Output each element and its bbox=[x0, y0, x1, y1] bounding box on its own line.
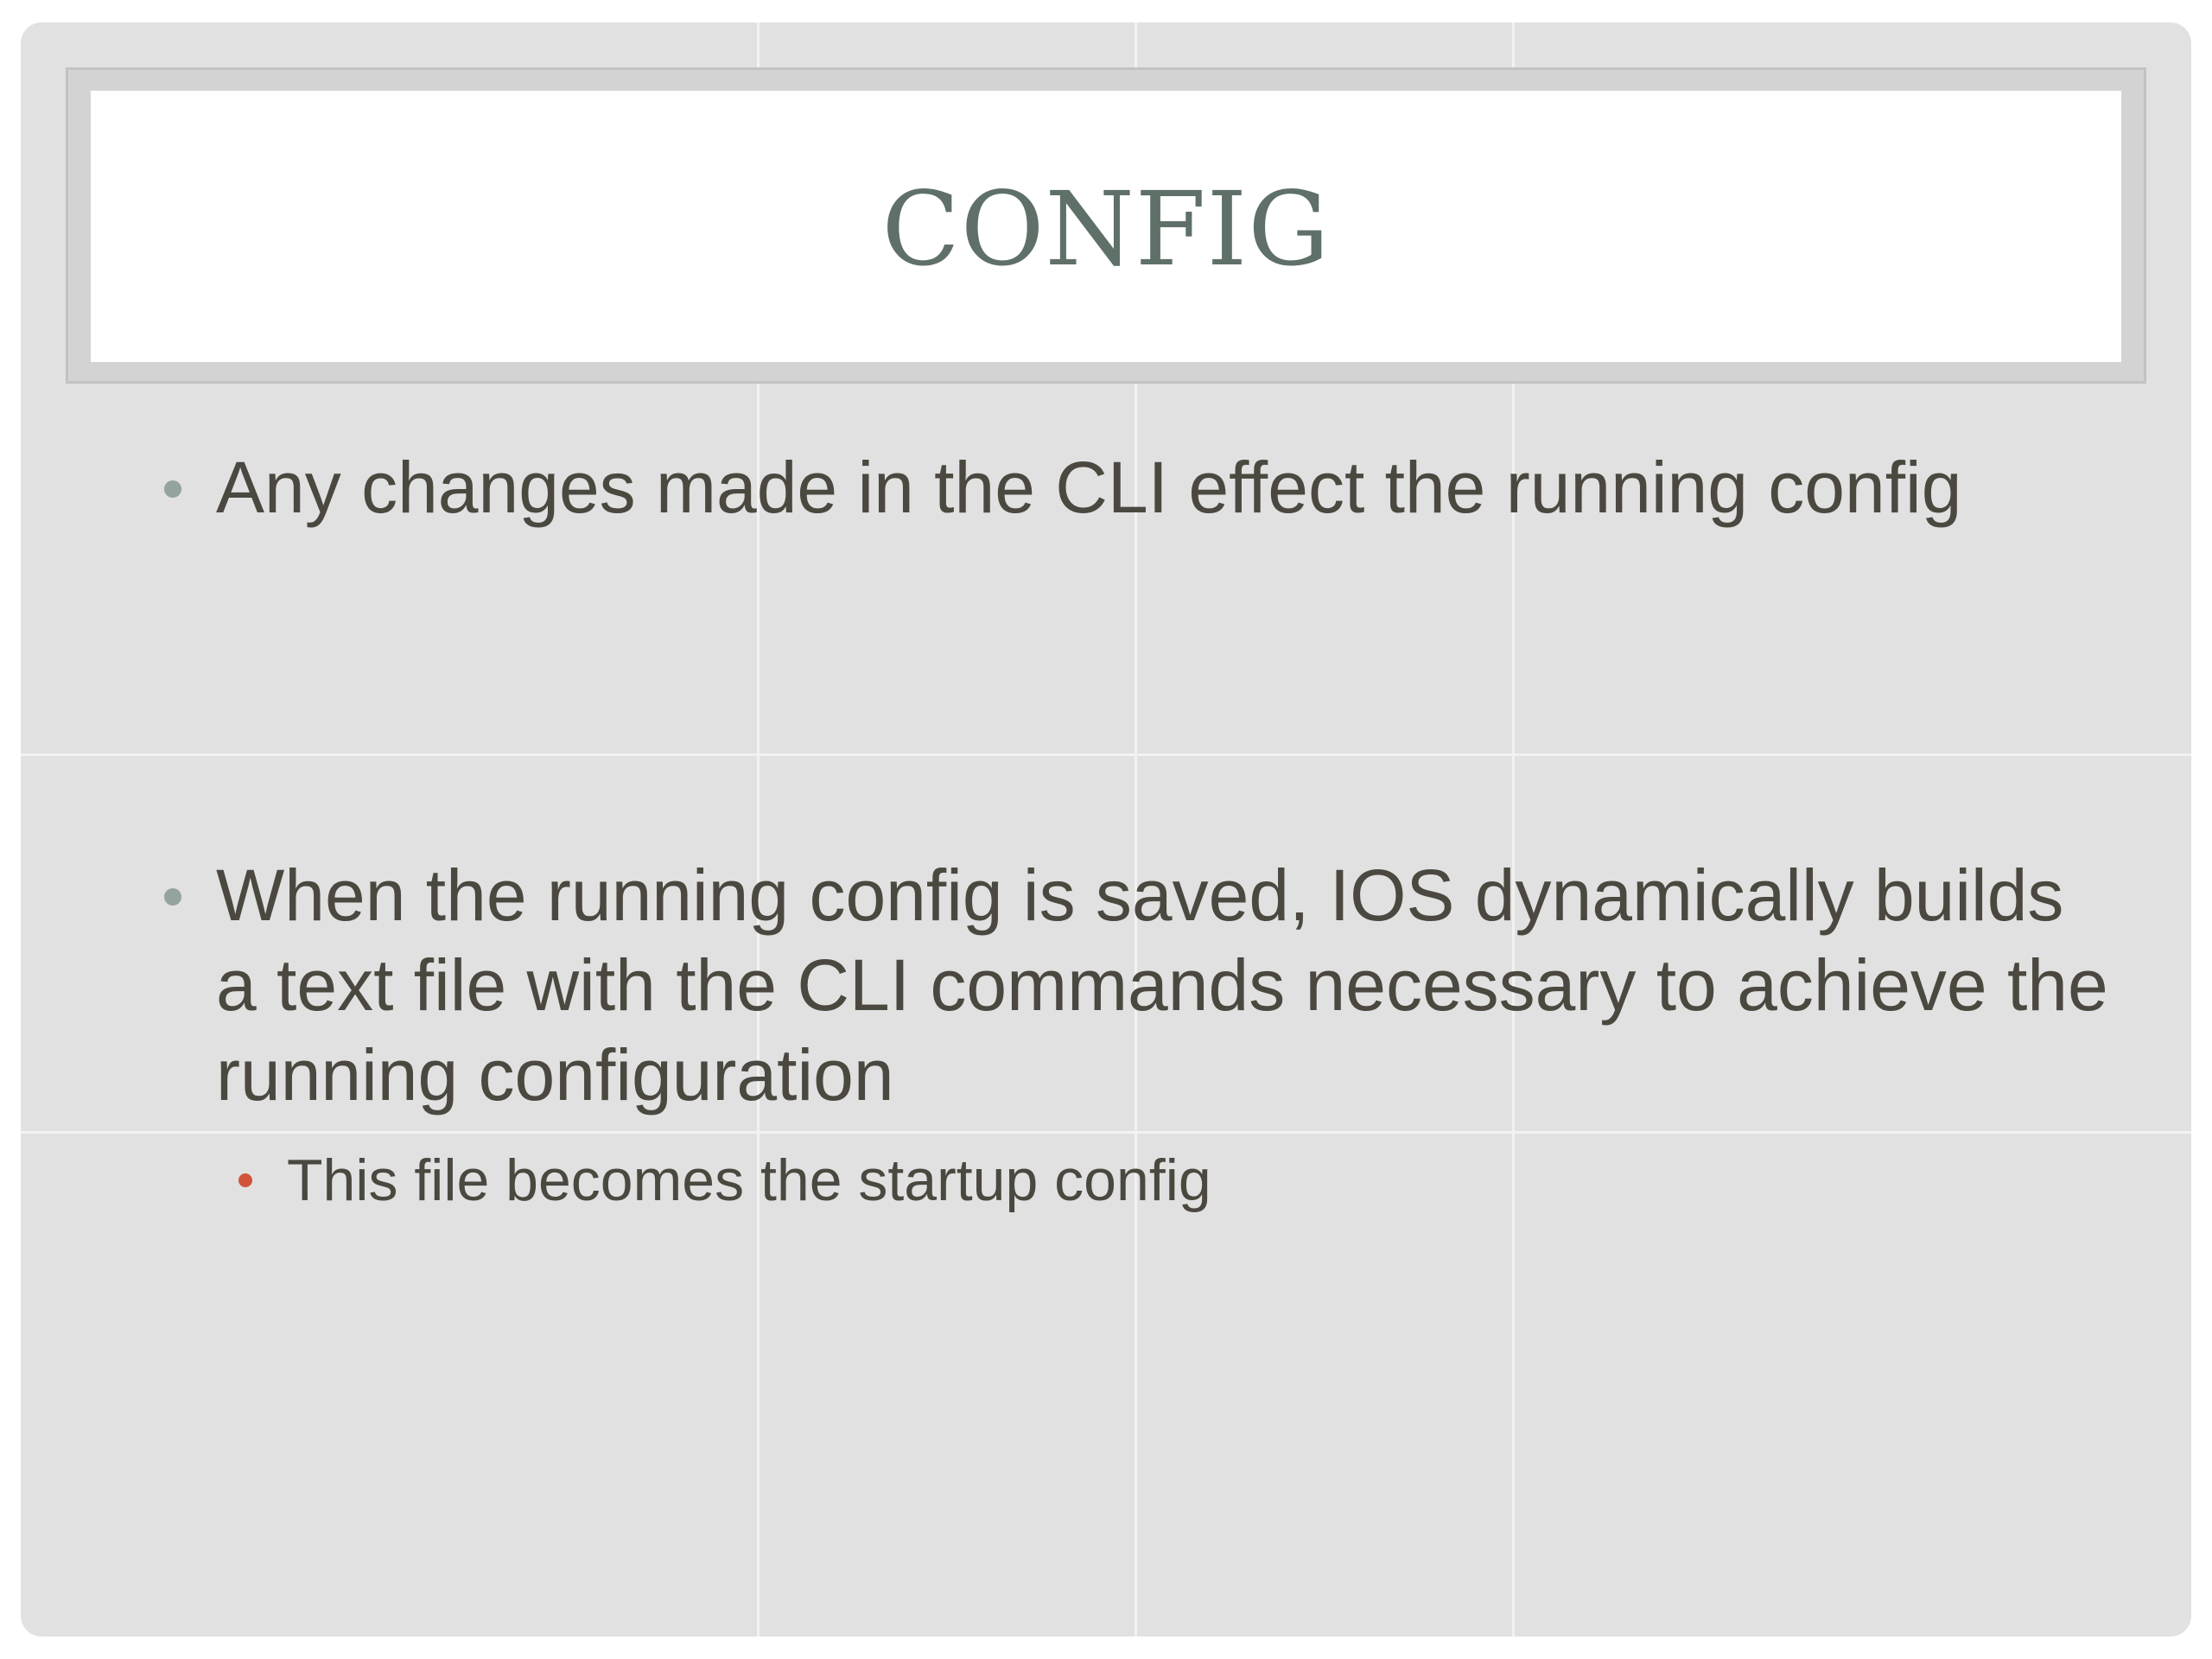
bullet-item bbox=[216, 442, 2065, 532]
slide-title: CONFIG bbox=[881, 169, 1331, 289]
sub-bullet-dot-icon bbox=[238, 1173, 252, 1187]
bullet-item bbox=[216, 850, 2108, 1120]
bullet-dot-icon bbox=[164, 480, 181, 498]
sub-bullet-text: This file becomes the startup config bbox=[287, 1147, 1211, 1213]
bullet-text: Any changes made in the CLI effect the running config bbox=[216, 447, 1962, 528]
bullet-dot-icon bbox=[164, 888, 181, 906]
slide-content bbox=[21, 22, 2191, 1637]
slide bbox=[21, 22, 2191, 1637]
bullet-text: When the running config is saved, IOS dynamically builds a text file with the CLI commands necessary to achieve the running configuration bbox=[216, 855, 2108, 1116]
sub-bullet-item bbox=[287, 1144, 1929, 1217]
